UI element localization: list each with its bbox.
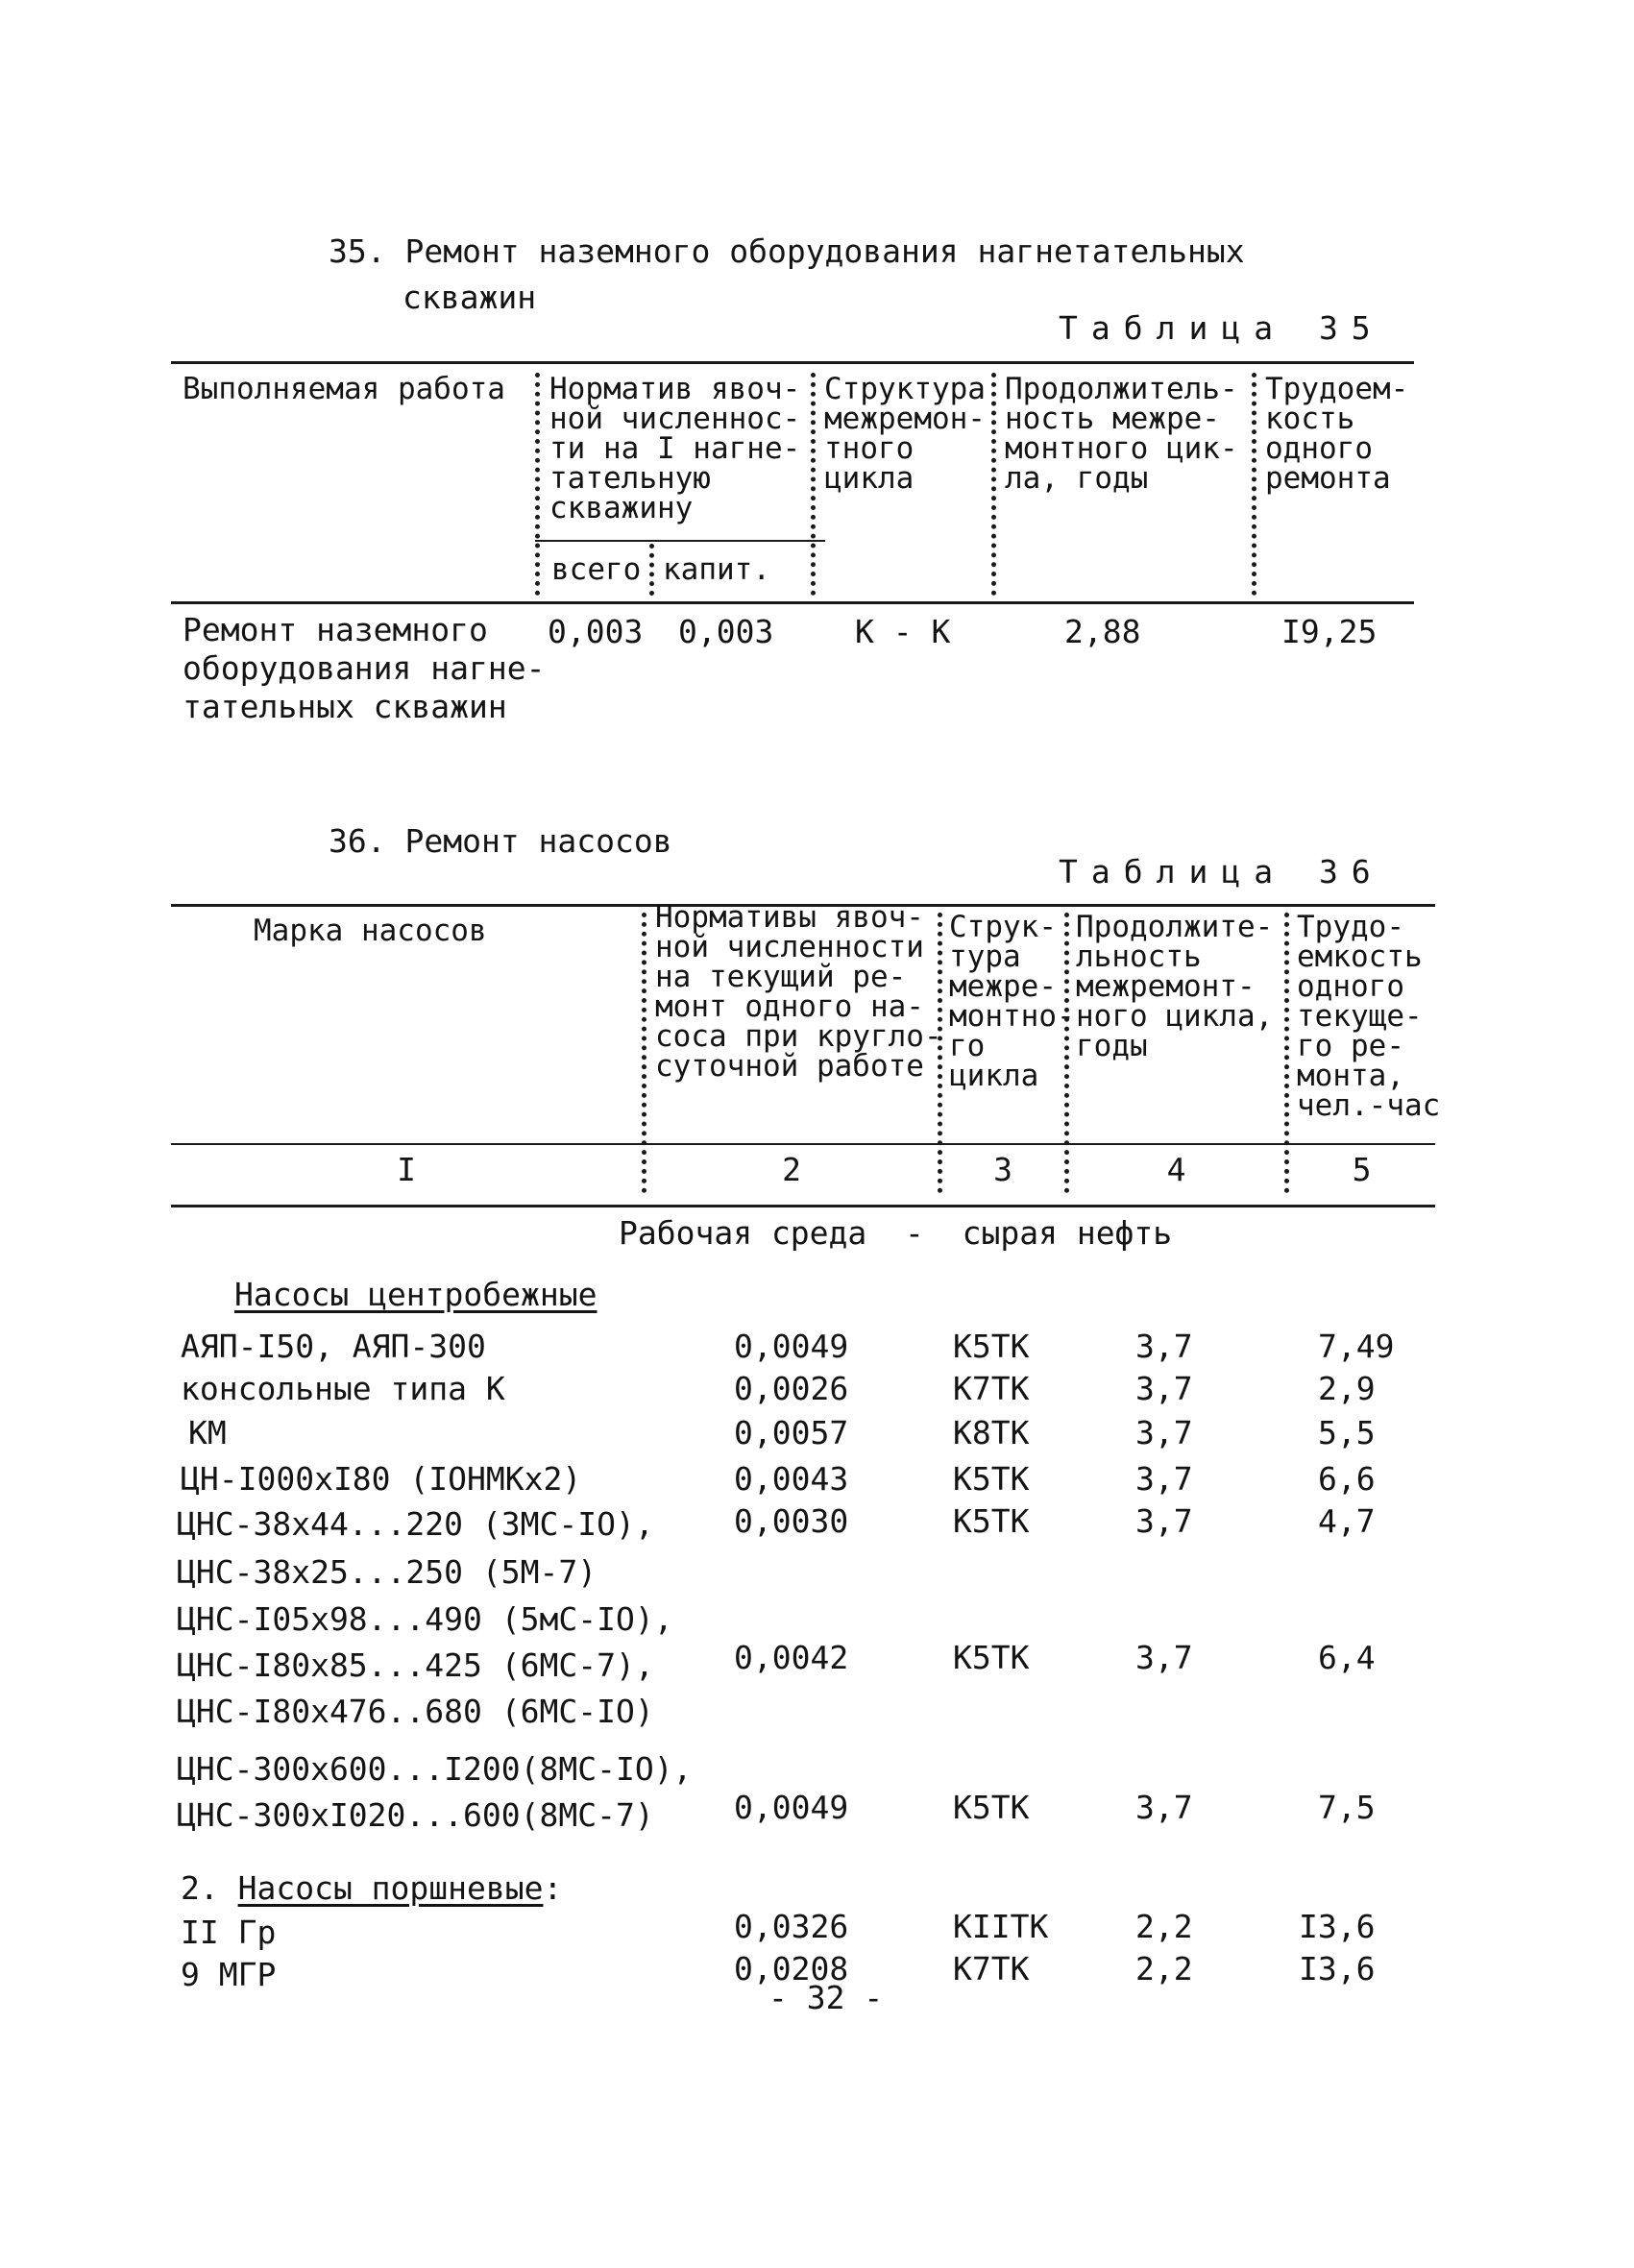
row-duration: 3,7: [1135, 1370, 1193, 1407]
table35-row-duration: 2,88: [1064, 613, 1141, 650]
table36-label: Таблица 36: [1059, 853, 1384, 890]
table35-header-structure: Структура межремон- тного цикла: [824, 372, 986, 496]
table36-header-duration: Продолжите- льность межремонт- ного цикла, годы: [1076, 910, 1274, 1063]
row-duration: 3,7: [1135, 1414, 1193, 1451]
section35-title-line1: 35. Ремонт наземного оборудования нагнетательных: [329, 232, 1245, 270]
row-duration: 3,7: [1135, 1328, 1193, 1365]
section35-title-line2: скважин: [402, 279, 537, 316]
row-brand: КМ: [188, 1414, 227, 1451]
row-norm: 0,0042: [734, 1639, 849, 1676]
row-brand: ЦНС-300х600...I200(8МС-IО), ЦНС-300хI020...600(8МС-7): [177, 1750, 693, 1834]
row-duration: 3,7: [1135, 1789, 1193, 1826]
row-labor: 6,6: [1318, 1460, 1376, 1498]
row-norm: 0,0057: [734, 1414, 849, 1451]
row-structure: К5ТК: [953, 1502, 1030, 1540]
table35-header-total: всего: [551, 552, 642, 587]
row-labor: 2,9: [1318, 1370, 1376, 1407]
row-structure: К7ТК: [953, 1370, 1030, 1407]
row-structure: К5ТК: [953, 1460, 1030, 1498]
row-structure: КIIТК: [953, 1908, 1049, 1945]
group-title-piston: [181, 1867, 562, 1910]
section36-title: 36. Ремонт насосов: [329, 822, 672, 860]
table35-col-separator: [1252, 373, 1256, 596]
group-title-text: Насосы поршневые: [237, 1869, 544, 1907]
table35-label: Таблица 35: [1059, 309, 1384, 347]
table36-header-structure: Струк- тура межре- монтно- го цикла: [949, 910, 1075, 1093]
table36-column-number-5: 5: [1352, 1151, 1372, 1188]
row-norm: 0,0208: [734, 1950, 849, 1988]
row-brand: II Гр: [181, 1914, 277, 1951]
group-title-prefix: 2.: [181, 1869, 238, 1907]
group-title-centrifugal: Насосы центробежные: [234, 1276, 598, 1313]
table36-column-number-2: 2: [782, 1151, 801, 1188]
row-duration: 3,7: [1135, 1639, 1193, 1676]
table35-top-rule: [171, 361, 1414, 364]
table35-header-bottom-rule: [171, 601, 1414, 604]
table35-col-separator: [991, 373, 996, 596]
row-brand: АЯП-I50, АЯП-300: [181, 1328, 486, 1365]
row-brand: ЦНС-38х44...220 (3МС-IО), ЦНС-38х25...250 (5М-7): [177, 1505, 654, 1591]
table35-header-duration: Продолжитель- ность межре- монтного цик- ла, годы: [1005, 372, 1238, 496]
row-brand: ЦНС-I05х98...490 (5мС-IО), ЦНС-I80х85...425 (6МС-7), ЦНС-I80х476..680 (6МС-IО): [177, 1600, 673, 1730]
row-norm: 0,0049: [734, 1789, 849, 1826]
page-number: - 32 -: [768, 1979, 884, 2016]
row-norm: 0,0043: [734, 1460, 849, 1498]
table35-header-work: Выполняемая работа: [183, 372, 505, 406]
row-duration: 3,7: [1135, 1502, 1193, 1540]
table35-row-labor: I9,25: [1281, 613, 1378, 650]
row-norm: 0,0030: [734, 1502, 849, 1540]
row-labor: 7,49: [1318, 1328, 1395, 1365]
table35-col-separator: [649, 544, 654, 596]
row-structure: К5ТК: [953, 1639, 1030, 1676]
row-labor: 4,7: [1318, 1502, 1376, 1540]
table36-column-number-3: 3: [993, 1151, 1012, 1188]
row-labor: I3,6: [1299, 1950, 1376, 1988]
table36-header-bottom-rule: [171, 1143, 1435, 1145]
row-norm: 0,0049: [734, 1328, 849, 1365]
table35-row-work: Ремонт наземного оборудования нагне- тательных скважин: [183, 611, 546, 725]
group-title-suffix: :: [543, 1869, 563, 1907]
row-norm: 0,0026: [734, 1370, 849, 1407]
row-labor: I3,6: [1299, 1908, 1376, 1945]
table35-col-separator: [811, 373, 816, 596]
table36-numbers-bottom-rule: [171, 1205, 1435, 1207]
table36-header-brand: Марка насосов: [254, 914, 487, 948]
row-brand: консольные типа К: [181, 1370, 505, 1407]
table35-header-capital: капит.: [663, 552, 770, 587]
row-structure: К5ТК: [953, 1789, 1030, 1826]
table35-row-capital: 0,003: [678, 613, 774, 650]
table35-header-norm: Норматив явоч- ной численнос- ти на I нагне- тательную скважину: [549, 372, 801, 525]
row-duration: 2,2: [1135, 1908, 1193, 1945]
table35-header-labor: Трудоем- кость одного ремонта: [1265, 372, 1409, 496]
table36-column-number-1: I: [397, 1151, 416, 1188]
row-duration: 2,2: [1135, 1950, 1193, 1988]
row-brand: ЦН-I000хI80 (IОНМКх2): [181, 1460, 582, 1498]
row-structure: К8ТК: [953, 1414, 1030, 1451]
row-duration: 3,7: [1135, 1460, 1193, 1498]
row-labor: 7,5: [1318, 1789, 1376, 1826]
row-norm: 0,0326: [734, 1908, 849, 1945]
table36-header-norm: Нормативы явоч- ной численности на текущий ре- монт одного на- соса при кругло- суточной работе: [655, 900, 942, 1084]
table36-header-labor: Трудо- емкость одного текуще- го ре- монта, чел.-час: [1297, 910, 1441, 1123]
row-structure: К7ТК: [953, 1950, 1030, 1988]
table35-col-separator: [535, 373, 540, 596]
row-labor: 6,4: [1318, 1639, 1376, 1676]
table36-column-number-4: 4: [1166, 1151, 1186, 1188]
row-structure: К5ТК: [953, 1328, 1030, 1365]
table35-row-structure: К - К: [855, 613, 951, 650]
row-brand: 9 МГР: [181, 1956, 277, 1993]
table35-row-total: 0,003: [548, 613, 644, 650]
table36-medium: Рабочая среда - сырая нефть: [619, 1214, 1173, 1252]
table35-subheader-rule: [535, 540, 825, 542]
row-labor: 5,5: [1318, 1414, 1376, 1451]
